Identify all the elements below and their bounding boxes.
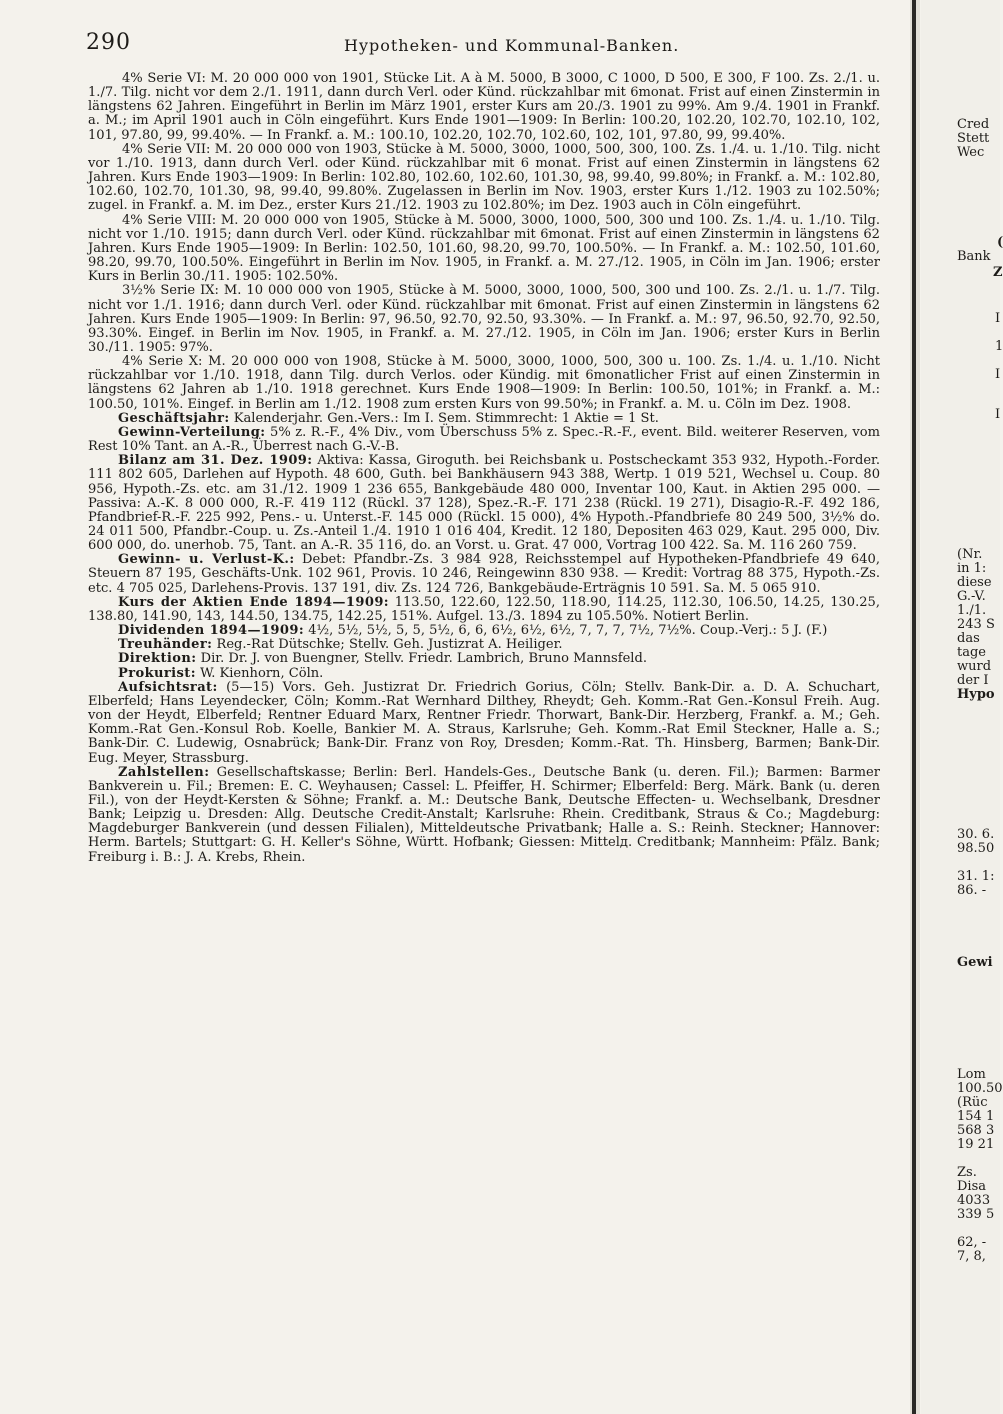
section-label: Zahlstellen:: [118, 764, 210, 780]
next-page-fragment: das: [957, 631, 980, 646]
section-text: 4½, 5½, 5½, 5, 5, 5½, 6, 6, 6½, 6½, 6½, 7, 7, 7, 7½, 7½%. Coup.-Verj.: 5 J. (F.): [308, 623, 828, 639]
next-page-fragment: Gewi: [957, 955, 993, 970]
paragraph-serie-x: 4% Serie X: M. 20 000 000 von 1908, Stücke à M. 5000, 3000, 1000, 500, 300 u. 100. Zs. 1./4. u. 1./10. Nicht rückzahlbar vor 1./10. 1918, dann Tilg. durch Verlos. oder Kündig. mit 6monatlicher Frist auf einen Zinstermin in längstens 62 Jahren ab 1./10. 1918 gerechnet. Kurs Ende 1908—1909: In Berlin: 100.50, 101%; in Frankf. a. M.: 100.50, 101%. Eingef. in Berlin am 1./12. 1908 zum ersten Kurs von 99.50%; in Frankf. a. M. u. Cöln im Dez. 1908.: [88, 354, 880, 412]
next-page-fragment: Z: [993, 265, 1003, 280]
section-label: Bilanz am 31. Dez. 1909:: [118, 453, 313, 469]
running-title: Hypotheken- und Kommunal-Banken.: [344, 36, 680, 55]
paragraph-serie-vii: 4% Serie VII: M. 20 000 000 von 1903, Stücke à M. 5000, 3000, 1000, 500, 300, 100. Zs. 1./4. u. 1./10. Tilg. nicht vor 1./10. 1913, dann durch Verl. oder Künd. rückzahlbar mit 6 monat. Frist auf einen Zinstermin in längstens 62 Jahren. Kurs Ende 1903—1909: In Berlin: 102.80, 102.60, 102.60, 101.30, 98, 99.40, 99.80%; in Frankf. a. M.: 102.80, 102.60, 102.70, 101.30, 98, 99.40, 99.80%. Zugelassen in Berlin im Nov. 1903, erster Kurs 1./12. 1903 zu 102.50%; zugel. in Frankf. a. M. im Dez., erster Kurs 21./12. 1903 zu 102.80%; im Dez. 1903 auch in Cöln eingeführt.: [88, 141, 880, 214]
next-page-fragment: 7, 8,: [957, 1249, 986, 1264]
next-page-fragment: Cred: [957, 117, 990, 132]
next-page-fragment: (Rüc: [957, 1095, 988, 1110]
section-text: Kalenderjahr. Gen.-Vers.: Im I. Sem. Stimmrecht: 1 Aktie = 1 St.: [233, 410, 659, 426]
next-page-fragment: Bank: [957, 249, 991, 264]
next-page-fragment: 30. 6.: [957, 827, 995, 842]
next-page-fragment: 1: [995, 339, 1003, 354]
section-label: Prokurist:: [118, 665, 196, 681]
section-label: Dividenden 1894—1909:: [118, 623, 305, 639]
section-label: Aufsichtsrat:: [118, 679, 218, 695]
next-page-fragment: (Nr.: [957, 547, 983, 562]
next-page-fragment: I: [995, 367, 1001, 382]
section-text: (5—15) Vors. Geh. Justizrat Dr. Friedrich Gorius, Cöln; Stellv. Bank-Dir. a. D. A. Schuchart, Elberfeld; Hans Leyendecker, Cöln; Komm.-Rat Wernhard Dilthey, Rheydt; Geh. Komm.-Rat Gen.-Konsul Freih. Aug. von der Heydt, Elberfeld; Rentner Eduard Marx, Rentner Friedr. Thorwart, Bank-Dir. Herzberg, Frankf. a. M.; Geh. Komm.-Rat Gen.-Konsul Rob. Koelle, Bankier M. A. Straus, Karlsruhe; Geh. Komm.-Rat Emil Steckner, Halle a. S.; Bank-Dir. C. Ludewig, Osnabrück; Bank-Dir. Franz von Roy, Dresden; Komm.-Rat. Th. Hinsberg, Barmen; Bank-Dir. Eug. Meyer, Strassburg.: [88, 679, 880, 766]
next-page-fragment: tage: [957, 645, 986, 660]
next-page-fragment: 19 21: [957, 1137, 995, 1152]
next-page-fragment: 62, -: [957, 1235, 987, 1250]
section-text: Debet: Pfandbr.-Zs. 3 984 928, Reichsstempel auf Hypotheken-Pfandbriefe 49 640, Steuern 87 195, Geschäfts-Unk. 102 961, Provis. 10 246, Reingewinn 830 938. — Kredit: Vortrag 88 375, Hypoth.-Zs. etc. 4 705 025, Darlehens-Provis. 137 191, div. Zs. 124 726, Bankgebäude-Erträgnis 10 591. Sa. M. 5 065 910.: [88, 552, 880, 596]
book-gutter: [910, 0, 920, 1414]
paragraph-serie-vi: 4% Serie VI: M. 20 000 000 von 1901, Stücke Lit. A à M. 5000, B 3000, C 1000, D 500, E 300, F 100. Zs. 2./1. u. 1./7. Tilg. nicht vor dem 2./1. 1911, dann durch Verl. oder Künd. rückzahlbar mit 6monat. Frist auf einen Zinstermin in längstens 62 Jahren. Eingeführt in Berlin im März 1901, erster Kurs am 20./3. 1901 zu 99%. Am 9./4. 1901 in Frankf. a. M.; im April 1901 auch in Cöln eingeführt. Kurs Ende 1901—1909: In Berlin: 100.20, 102.20, 102.70, 102.10, 102, 101, 97.80, 99, 99.40%. — In Frankf. a. M.: 100.10, 102.20, 102.70, 102.60, 102, 101, 97.80, 99, 99.40%.: [88, 71, 880, 143]
section-kurs-aktien: [88, 596, 880, 624]
section-prokurist: [88, 667, 880, 681]
section-text: 113.50, 122.60, 122.50, 118.90, 114.25, 112.30, 106.50, 14.25, 130.25, 138.80, 141.90, 143, 144.50, 134.75, 142.25, 151%. Aufgel. 13./3. 1894 zu 105.50%. Notiert Berlin.: [88, 594, 880, 624]
section-text: W. Kienhorn, Cöln.: [200, 665, 324, 681]
main-text: [88, 72, 880, 865]
section-label: Gewinn- u. Verlust-K.:: [118, 552, 295, 568]
next-page-fragment: 31. 1:: [957, 869, 995, 884]
next-page-fragment: I: [995, 407, 1001, 422]
section-dividenden: [88, 624, 880, 638]
next-page-fragment: Stett: [957, 131, 990, 146]
next-page-edge: [921, 0, 1003, 1414]
section-bilanz: [88, 454, 880, 553]
section-zahlstellen: [88, 766, 880, 865]
next-page-fragment: (: [997, 235, 1003, 250]
section-text: Reg.-Rat Dütschke; Stellv. Geh. Justizrat A. Heiliger.: [216, 637, 563, 653]
page-number: 290: [86, 30, 131, 55]
next-page-fragment: 100.50: [957, 1081, 1003, 1096]
page-header: [86, 30, 876, 64]
section-treuhaender: [88, 638, 880, 652]
section-direktion: [88, 652, 880, 666]
next-page-fragment: 98.50: [957, 841, 995, 856]
next-page-fragment: 568 3: [957, 1123, 995, 1138]
next-page-fragment: Hypo: [957, 687, 995, 702]
section-text: Dir. Dr. J. von Buengner, Stellv. Friedr. Lambrich, Bruno Mannsfeld.: [200, 651, 647, 667]
section-text: Gesellschaftskasse; Berlin: Berl. Handels-Ges., Deutsche Bank (u. deren. Fil.); Barmen: Barmer Bankverein u. Fil.; Bremen: E. C. Weyhausen; Cassel: L. Pfeiffer, H. Schirmer; Elberfeld: Berg. Märk. Bank (u. deren Fil.), von der Heydt-Kersten & Söhne; Frankf. a. M.: Deutsche Bank, Deutsche Effecten- u. Wechselbank, Dresdner Bank; Leipzig u. Dresden: Allg. Deutsche Credit-Anstalt; Karlsruhe: Rhein. Creditbank, Straus & Co.; Magdeburg: Magdeburger Bankverein (und dessen Filialen), Mitteldeutsche Privatbank; Halle a. S.: Reinh. Steckner; Hannover: Herm. Bartels; Stuttgart: G. H. Keller's Söhne, Württ. Hofbank; Giessen: Mittelд. Creditbank; Mannheim: Pfälz. Bank; Freiburg i. B.: J. A. Krebs, Rhein.: [88, 764, 880, 865]
next-page-fragment: wurd: [957, 659, 992, 674]
section-label: Direktion:: [118, 651, 197, 667]
next-page-fragment: 1./1.: [957, 603, 987, 618]
paragraph-serie-ix: 3½% Serie IX: M. 10 000 000 von 1905, Stücke à M. 5000, 3000, 1000, 500, 300 und 100. Zs. 2./1. u. 1./7. Tilg. nicht vor 1./1. 1916; dann durch Verl. oder Künd. rückzahlbar mit 6monat. Frist auf einen Zinstermin in längstens 62 Jahren. Kurs Ende 1905—1909: In Berlin: 97, 96.50, 92.70, 92.50, 93.30%. — In Frankf. a. M.: 97, 96.50, 92.70, 92.50, 93.30%. Eingef. in Berlin im Nov. 1905, in Frankf. a. M. 27./12. 1905, in Cöln im Jan. 1906; erster Kurs in Berlin 30./11. 1905: 97%.: [88, 283, 880, 355]
paragraph-serie-viii: 4% Serie VIII: M. 20 000 000 von 1905, Stücke à M. 5000, 3000, 1000, 500, 300 und 100. Zs. 1./4. u. 1./10. Tilg. nicht vor 1./10. 1915; dann durch Verl. oder Künd. rückzahlbar mit 6monat. Frist auf einen Zinstermin in längstens 62 Jahren. Kurs Ende 1905—1909: In Berlin: 102.50, 101.60, 98.20, 99.70, 100.50%. — In Frankf. a. M.: 102.50, 101.60, 98.20, 99.70, 100.50%. Eingeführt in Berlin im Nov. 1905, in Frankf. a. M. 27./12. 1905, in Cöln im Jan. 1906; erster Kurs in Berlin 30./11. 1905: 102.50%.: [88, 212, 880, 285]
next-page-fragment: Wec: [957, 145, 985, 160]
section-gewinn-verteilung: [88, 426, 880, 454]
next-page-fragment: 154 1: [957, 1109, 995, 1124]
next-page-fragment: 339 5: [957, 1207, 995, 1222]
section-label: Kurs der Aktien Ende 1894—1909:: [118, 594, 390, 610]
section-label: Geschäftsjahr:: [118, 410, 230, 426]
section-text: Aktiva: Kassa, Giroguth. bei Reichsbank u. Postscheckamt 353 932, Hypoth.-Forder. 111 802 605, Darlehen auf Hypoth. 48 600, Guth. bei Bankhäusern 943 388, Wertp. 1 019 521, Wechsel u. Coup. 80 956, Hypoth.-Zs. etc. am 31./12. 1909 1 236 655, Bankgebäude 480 000, Inventar 100, Kaut. in Aktien 295 000. — Passiva: A.-K. 8 000 000, R.-F. 419 112 (Rückl. 37 128), Spez.-R.-F. 171 238 (Rückl. 19 271), Disagio-R.-F. 492 186, Pfandbrief-R.-F. 225 992, Pens.- u. Unterst.-F. 145 000 (Rückl. 15 000), 4% Hypoth.-Pfandbriefe 80 249 500, 3½% do. 24 011 500, Pfandbr.-Coup. u. Zs.-Anteil 1./4. 1910 1 016 404, Kredit. 12 180, Depositen 463 029, Kaut. 295 000, Div. 600 000, do. unerhob. 75, Tant. an A.-R. 35 116, do. an Vorst. u. Grat. 47 000, Vortrag 100 422. Sa. M. 116 260 759.: [88, 453, 880, 554]
next-page-fragment: I: [995, 311, 1001, 326]
next-page-fragment: Lom: [957, 1067, 986, 1082]
section-geschaeftsjahr: [88, 412, 880, 426]
section-aufsichtsrat: [88, 681, 880, 766]
next-page-fragment: 243 S: [957, 617, 995, 632]
next-page-fragment: diese: [957, 575, 992, 590]
next-page-fragment: Disa: [957, 1179, 987, 1194]
next-page-fragment: in 1:: [957, 561, 987, 576]
section-label: Gewinn-Verteilung:: [118, 424, 266, 440]
next-page-fragment: Zs.: [957, 1165, 977, 1180]
section-label: Treuhänder:: [118, 637, 213, 653]
next-page-fragment: G.-V.: [957, 589, 986, 604]
section-gewinn-verlust: [88, 553, 880, 595]
next-page-fragment: 4033: [957, 1193, 991, 1208]
next-page-fragment: der I: [957, 673, 989, 688]
next-page-fragment: 86. -: [957, 883, 987, 898]
section-text: 5% z. R.-F., 4% Div., vom Überschuss 5% z. Spec.-R.-F., event. Bild. weiterer Reserven, vom Rest 10% Tant. an A.-R., Überrest nach G.-V.-B.: [88, 424, 880, 455]
